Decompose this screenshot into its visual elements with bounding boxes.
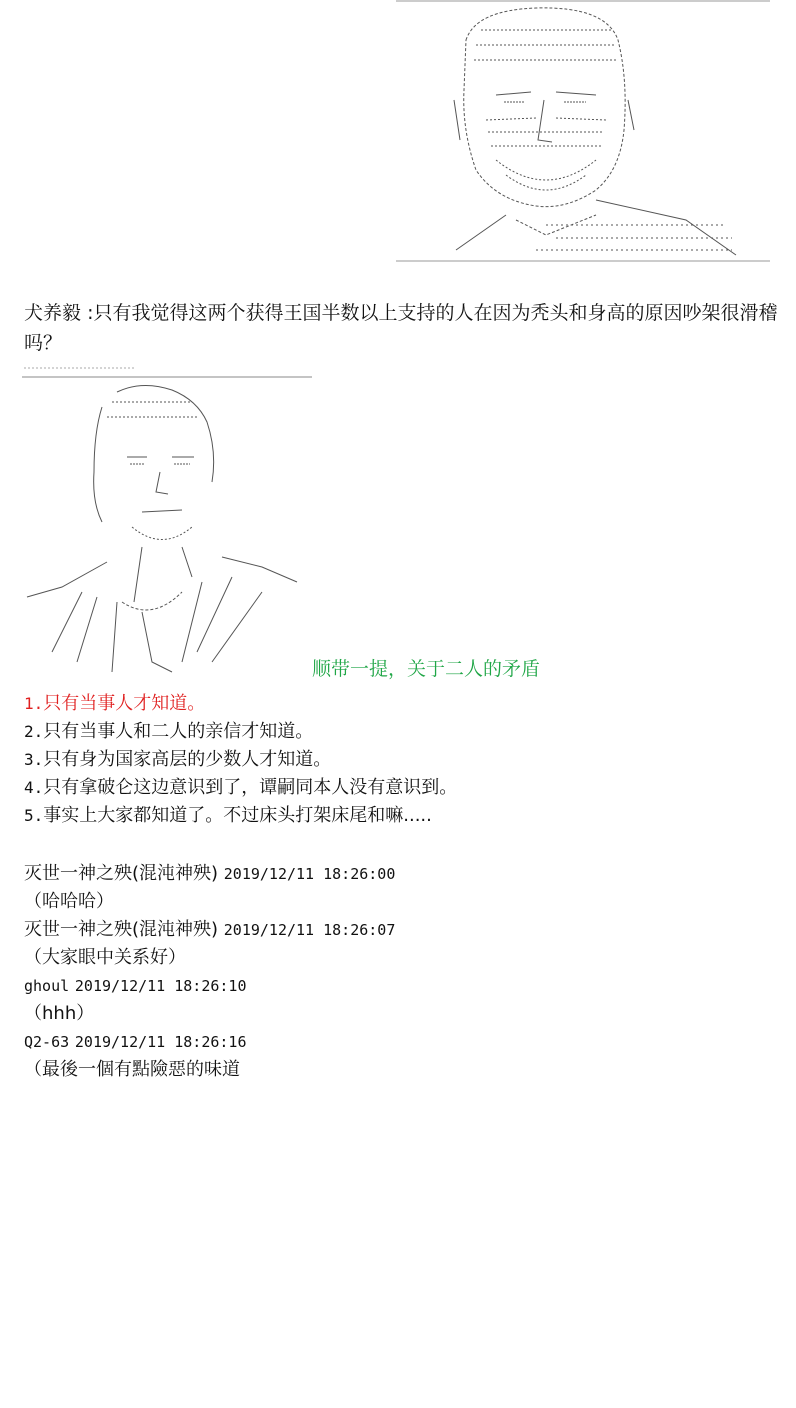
comment-time: 2019/12/11 18:26:00 [223,865,396,883]
comment-user: 灭世一神之殃(混沌神殃) [24,919,219,940]
comment-time: 2019/12/11 18:26:07 [223,921,396,939]
speech-text: :只有我觉得这两个获得王国半数以上支持的人在因为秃头和身高的原因吵架很滑稽吗？ [24,302,778,354]
comment-text: （大家眼中关系好） [24,947,186,968]
numbered-list [24,690,457,830]
portrait-bald-man-ascii-art-icon [396,0,770,264]
list-item: 3.只有身为国家高层的少数人才知道。 [24,749,332,770]
comment-user: 灭世一神之殃(混沌神殃) [24,863,219,884]
comment-text: （hhh） [24,1003,95,1024]
comment-meta [24,916,395,944]
speaker-name: 犬养毅 [24,302,82,324]
comment-text: （最後一個有點險惡的味道 [24,1059,240,1080]
list-item: 1.只有当事人才知道。 [24,693,206,714]
side-note: 顺带一提，关于二人的矛盾 [312,658,541,680]
comment-user: ghoul [24,977,70,995]
comment-time: 2019/12/11 18:26:16 [74,1033,247,1051]
comment-meta [24,972,395,1000]
comment-user: Q2-63 [24,1033,70,1051]
list-item: 5.事实上大家都知道了。不过床头打架床尾和嘛..... [24,805,432,826]
comment-text: （哈哈哈） [24,891,114,912]
comment-meta [24,860,395,888]
list-item: 2.只有当事人和二人的亲信才知道。 [24,721,314,742]
comment-list [24,860,395,1084]
comment-meta [24,1028,395,1056]
speech-line [24,298,780,358]
portrait-long-hair-man-ascii-art-icon [22,362,314,680]
comment-time: 2019/12/11 18:26:10 [74,977,247,995]
list-item: 4.只有拿破仑这边意识到了，谭嗣同本人没有意识到。 [24,777,458,798]
